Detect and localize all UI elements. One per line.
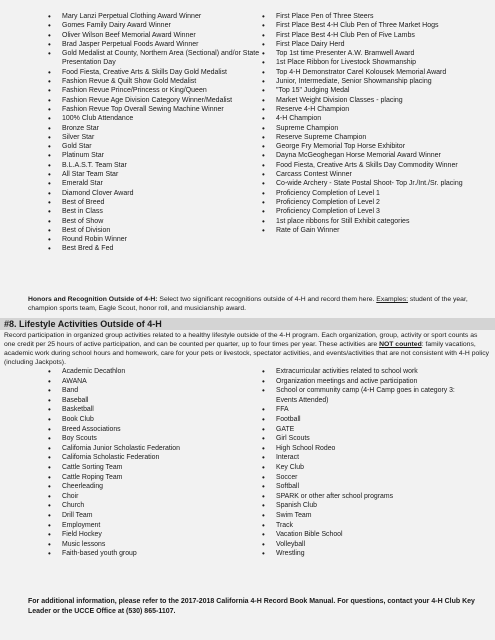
activity-item: • Track <box>262 521 472 531</box>
award-item: • 1st place ribbons for Still Exhibit categories <box>262 217 492 226</box>
award-item: • First Place Best 4-H Club Pen of Five Lambs <box>262 31 492 40</box>
award-item: • Proficiency Completion of Level 2 <box>262 198 492 207</box>
award-item: • Top 1st time Presenter A.W. Bramwell Award <box>262 49 492 58</box>
activities-list <box>0 367 495 582</box>
award-item: • Carcass Contest Winner <box>262 170 492 179</box>
award-item: • Round Robin Winner <box>48 235 263 244</box>
activity-item: • Volleyball <box>262 540 472 550</box>
intro-part-2: : family vacations, academic work during school hours and homework, care for your pets or livestock, spectator activities, and events/activities that are not consistent with 4-H policy (including Jackpots). <box>4 341 490 367</box>
award-item: • George Fry Memorial Top Horse Exhibitor <box>262 142 492 151</box>
honors-examples-label: Examples: <box>376 296 409 303</box>
award-item: • Mary Lanzi Perpetual Clothing Award Winner <box>48 12 263 21</box>
award-item: • All Star Team Star <box>48 170 263 179</box>
activity-item: • Organization meetings and active participation <box>262 377 472 387</box>
award-item: • 100% Club Attendance <box>48 114 263 123</box>
awards-list <box>0 12 495 312</box>
activity-item: • Interact <box>262 453 472 463</box>
award-item: • First Place Dairy Herd <box>262 40 492 49</box>
activity-item: • Field Hockey <box>48 530 248 540</box>
activity-item: • Band <box>48 386 248 396</box>
awards-right-column <box>262 12 492 235</box>
activity-item: • Music lessons <box>48 540 248 550</box>
activities-left-column <box>48 367 248 559</box>
award-item: • 1st Place Ribbon for Livestock Showmanship <box>262 58 492 67</box>
activity-item: • Extracurricular activities related to school work <box>262 367 472 377</box>
activity-item: • Girl Scouts <box>262 434 472 444</box>
award-item: • Best in Class <box>48 207 263 216</box>
activity-item: • Cattle Sorting Team <box>48 463 248 473</box>
activity-item: • Baseball <box>48 396 248 406</box>
award-item: • Gomes Family Dairy Award Winner <box>48 21 263 30</box>
award-item: • Oliver Wilson Beef Memorial Award Winner <box>48 31 263 40</box>
activity-item: • Academic Decathlon <box>48 367 248 377</box>
activities-right-column <box>262 367 472 559</box>
award-item: • Supreme Champion <box>262 124 492 133</box>
footer-note: For additional information, please refer to the 2017-2018 California 4-H Record Book Manual. For questions, contact your 4-H Club Key Leader or the UCCE Office at (530) 865-1107. <box>28 598 475 615</box>
award-item: • Silver Star <box>48 133 263 142</box>
activity-item: • Church <box>48 501 248 511</box>
activity-item: • Wrestling <box>262 549 472 559</box>
award-item: • Best of Show <box>48 217 263 226</box>
activity-item: • Cattle Roping Team <box>48 473 248 483</box>
activity-item: • AWANA <box>48 377 248 387</box>
award-item: • 4-H Champion <box>262 114 492 123</box>
activity-item: • School or community camp (4-H Camp goes in category 3: Events Attended) <box>262 386 472 405</box>
activity-item: • Basketball <box>48 405 248 415</box>
honors-examples: student of the year, champion sports team, Eagle Scout, honor roll, and musicianship award. <box>28 296 468 312</box>
award-item: • Fashion Revue Top Overall Sewing Machine Winner <box>48 105 263 114</box>
activity-item: • Book Club <box>48 415 248 425</box>
award-item: • Proficiency Completion of Level 3 <box>262 207 492 216</box>
section-intro <box>4 331 490 367</box>
award-item: • First Place Pen of Three Steers <box>262 12 492 21</box>
section-title: #8. Lifestyle Activities Outside of 4-H <box>0 318 495 330</box>
activity-item: • California Junior Scholastic Federation <box>48 444 248 454</box>
award-item: • Bronze Star <box>48 124 263 133</box>
award-item: • "Top 15" Judging Medal <box>262 86 492 95</box>
award-item: • Best Bred & Fed <box>48 244 263 253</box>
award-item: • Reserve 4-H Champion <box>262 105 492 114</box>
activity-item: • Faith-based youth group <box>48 549 248 559</box>
award-item: • Platinum Star <box>48 151 263 160</box>
activity-item: • Cheerleading <box>48 482 248 492</box>
award-item: • Reserve Supreme Champion <box>262 133 492 142</box>
award-item: • Gold Medalist at County, Northern Area (Sectional) and/or State Presentation Day <box>48 49 263 68</box>
activity-item: • Choir <box>48 492 248 502</box>
award-item: • Top 4-H Demonstrator Carel Kolousek Memorial Award <box>262 68 492 77</box>
award-item: • Fashion Revue Age Division Category Winner/Medalist <box>48 96 263 105</box>
activity-item: • Football <box>262 415 472 425</box>
activity-item: • California Scholastic Federation <box>48 453 248 463</box>
award-item: • B.L.A.S.T. Team Star <box>48 161 263 170</box>
award-item: • Co-wide Archery - State Postal Shoot- Top Jr./Int./Sr. placing <box>262 179 492 188</box>
award-item: • Gold Star <box>48 142 263 151</box>
activity-item: • GATE <box>262 425 472 435</box>
honors-paragraph <box>28 295 468 313</box>
award-item: • Rate of Gain Winner <box>262 226 492 235</box>
activity-item: • Swim Team <box>262 511 472 521</box>
activity-item: • Employment <box>48 521 248 531</box>
activity-item: • Boy Scouts <box>48 434 248 444</box>
award-item: • Market Weight Division Classes - placing <box>262 96 492 105</box>
award-item: • Junior, Intermediate, Senior Showmanship placing <box>262 77 492 86</box>
activity-item: • Soccer <box>262 473 472 483</box>
activity-item: • Softball <box>262 482 472 492</box>
honors-title: Honors and Recognition Outside of 4-H: <box>28 296 158 303</box>
award-item: • Food Fiesta, Creative Arts & Skills Day Commodity Winner <box>262 161 492 170</box>
award-item: • Best of Division <box>48 226 263 235</box>
activity-item: • FFA <box>262 405 472 415</box>
award-item: • Fashion Revue Prince/Princess or King/Queen <box>48 86 263 95</box>
award-item: • Diamond Clover Award <box>48 189 263 198</box>
activity-item: • Key Club <box>262 463 472 473</box>
activity-item: • High School Rodeo <box>262 444 472 454</box>
activity-item: • Breed Associations <box>48 425 248 435</box>
award-item: • Dayna McGeoghegan Horse Memorial Award Winner <box>262 151 492 160</box>
award-item: • Brad Jasper Perpetual Foods Award Winner <box>48 40 263 49</box>
activity-item: • Spanish Club <box>262 501 472 511</box>
activity-item: • Vacation Bible School <box>262 530 472 540</box>
award-item: • Best of Breed <box>48 198 263 207</box>
award-item: • Food Fiesta, Creative Arts & Skills Day Gold Medalist <box>48 68 263 77</box>
award-item: • Proficiency Completion of Level 1 <box>262 189 492 198</box>
award-item: • Fashion Revue & Quilt Show Gold Medalist <box>48 77 263 86</box>
honors-text: Select two significant recognitions outside of 4-H and record them here. <box>157 296 377 303</box>
not-counted-emphasis: NOT counted <box>379 341 422 349</box>
awards-left-column <box>48 12 263 254</box>
award-item: • First Place Best 4-H Club Pen of Three Market Hogs <box>262 21 492 30</box>
award-item: • Emerald Star <box>48 179 263 188</box>
activity-item: • SPARK or other after school programs <box>262 492 472 502</box>
activity-item: • Drill Team <box>48 511 248 521</box>
intro-part-1: Record participation in organized group activities related to a healthy lifestyle outside of the 4-H program. Each organization, group, activity or sport counts as one credit per 25 hours of active participation, and can be counted per quarter, up to four times per year. These activities are <box>4 332 478 349</box>
